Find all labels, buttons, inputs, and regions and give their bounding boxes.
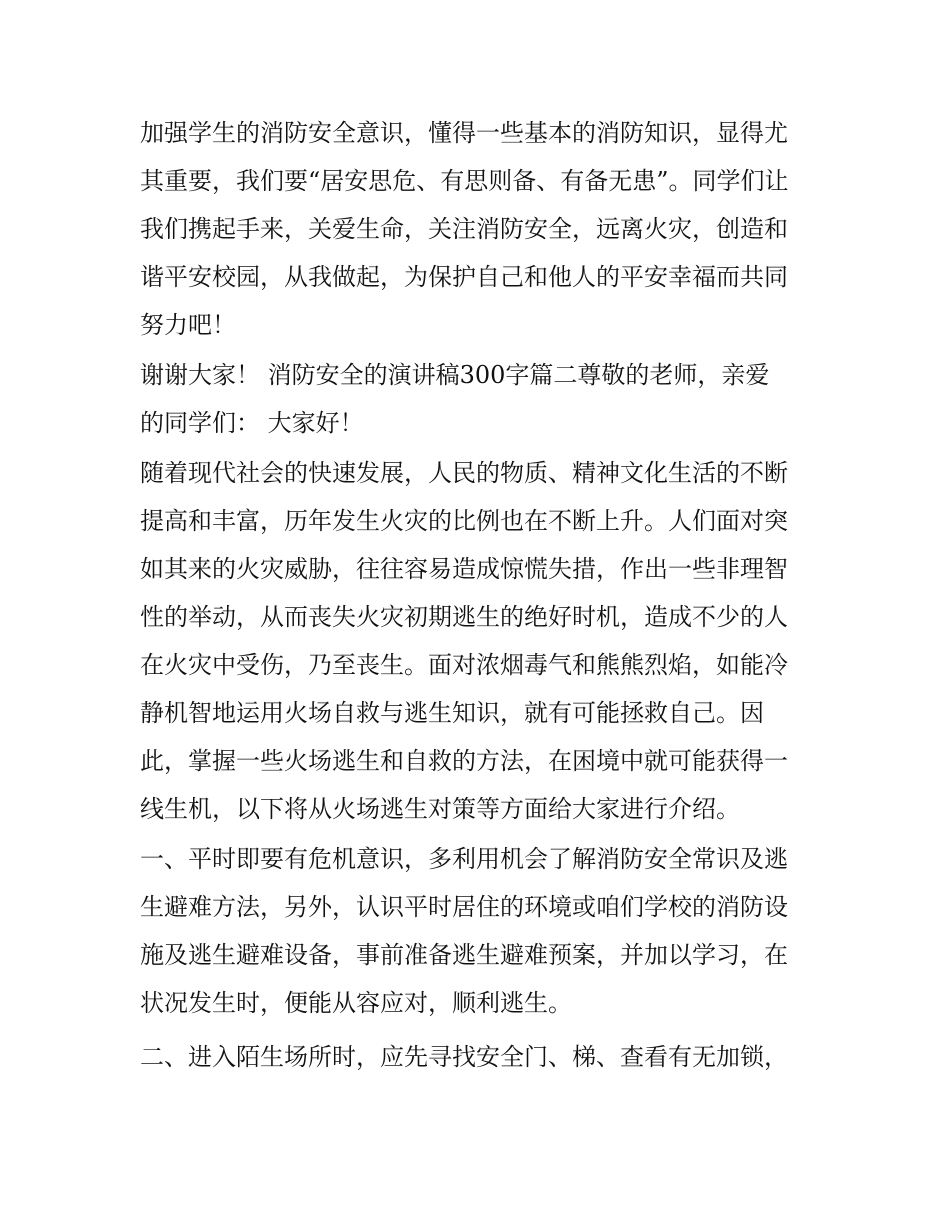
text-line: 努力吧！ [140,311,236,339]
text-line: 一、平时即要有危机意识，多利用机会了解消防安全常识及逃 [140,845,788,873]
text-line: 的同学们： 大家好！ [140,409,364,437]
text-line: 谢谢大家！ 消防安全的演讲稿300字篇二尊敬的老师，亲爱 [140,361,770,389]
text-line: 其重要，我们要“居安思危、有思则备、有备无患”。同学们让 [140,167,789,195]
text-line: 如其来的火灾威胁，往往容易造成惊慌失措，作出一些非理智 [140,555,788,583]
text-line: 加强学生的消防安全意识，懂得一些基本的消防知识，显得尤 [140,119,788,147]
text-line: 在火灾中受伤，乃至丧生。面对浓烟毒气和熊熊烈焰，如能冷 [140,651,788,679]
text-line: 我们携起手来，关爱生命，关注消防安全，远离火灾，创造和 [140,215,788,243]
speech-text [140,109,830,1081]
text-line: 性的举动，从而丧失火灾初期逃生的绝好时机，造成不少的人 [140,603,788,631]
text-line: 状况发生时，便能从容应对，顺利逃生。 [140,989,572,1017]
text-line: 此，掌握一些火场逃生和自救的方法，在困境中就可能获得一 [140,747,788,775]
text-line: 谐平安校园，从我做起，为保护自己和他人的平安幸福而共同 [140,263,788,291]
text-line: 施及逃生避难设备，事前准备逃生避难预案，并加以学习，在 [140,941,788,969]
text-line: 二、进入陌生场所时，应先寻找安全门、梯、查看有无加锁， [140,1043,788,1071]
text-line: 线生机，以下将从火场逃生对策等方面给大家进行介绍。 [140,795,740,823]
text-line: 随着现代社会的快速发展，人民的物质、精神文化生活的不断 [140,459,788,487]
text-line: 静机智地运用火场自救与逃生知识，就有可能拯救自己。因 [140,699,764,727]
text-line: 生避难方法，另外，认识平时居住的环境或咱们学校的消防设 [140,893,788,921]
text-line: 提高和丰富，历年发生火灾的比例也在不断上升。人们面对突 [140,507,788,535]
